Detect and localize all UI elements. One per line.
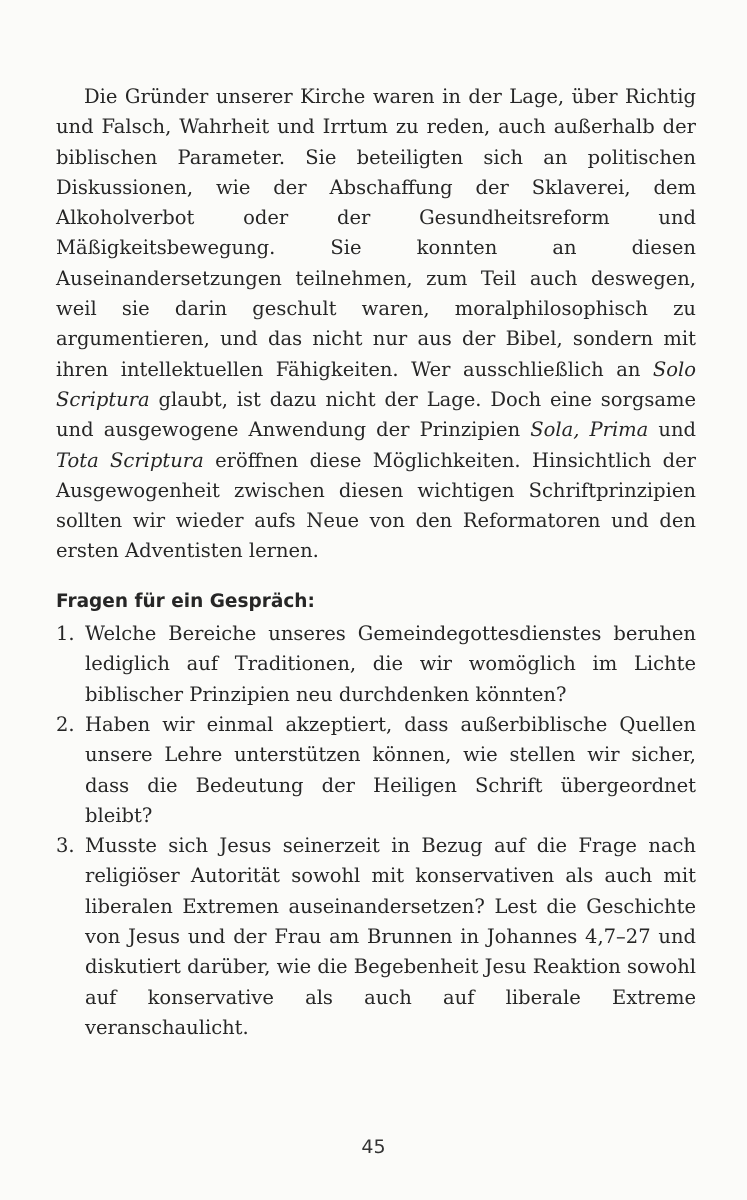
question-item <box>56 710 696 831</box>
body-paragraph <box>56 82 696 567</box>
paragraph-text: und <box>648 418 696 442</box>
question-number: 2. <box>56 712 75 736</box>
question-text: Musste sich Jesus seinerzeit in Bezug auf die Frage nach religiöser Autorität sowohl mit konservativen als auch mit liberalen Extremen auseinandersetzen? Lest die Geschichte von Jesus und der Frau am Brunnen in Johannes 4,7–27 und diskutiert darüber, wie die Begebenheit Jesu Reaktion sowohl auf konservative als auch auf liberale Extreme veranschaulicht. <box>85 834 696 1039</box>
paragraph-text: Die Gründer unserer Kirche waren in der Lage, über Richtig und Falsch, Wahrheit und Irrtum zu reden, auch außerhalb der biblischen Parameter. Sie beteiligten sich an politischen Diskussionen, wie der Abschaffung der Sklaverei, dem Alkoholverbot oder der Gesundheitsreform und Mäßigkeitsbewegung. Sie konnten an diesen Auseinandersetzungen teilnehmen, zum Teil auch deswegen, weil sie darin geschult waren, moralphilosophisch zu argumentieren, und das nicht nur aus der Bibel, sondern mit ihren intellektuellen Fähigkeiten. Wer ausschließlich an <box>56 85 696 381</box>
paragraph-text: eröffnen diese Möglichkeiten. Hinsichtlich der Ausgewogenheit zwischen diesen wichtigen Schriftprinzipien sollten wir wieder aufs Neue von den Reformatoren und den ersten Adventisten lernen. <box>56 448 696 563</box>
italic-term: Solo Scriptura <box>56 357 696 411</box>
question-number: 1. <box>56 622 75 646</box>
paragraph-text: glaubt, ist dazu nicht der Lage. Doch eine sorgsame und ausgewogene Anwendung der Prinzipien <box>56 387 696 442</box>
question-item <box>56 831 696 1043</box>
question-item <box>56 619 696 710</box>
question-number: 3. <box>56 834 75 858</box>
questions-heading: Fragen für ein Gespräch: <box>56 590 315 612</box>
question-text: Haben wir einmal akzeptiert, dass außerbiblische Quellen unsere Lehre unterstützen können, wie stellen wir sicher, dass die Bedeutung der Heiligen Schrift übergeordnet bleibt? <box>85 712 696 827</box>
question-text: Welche Bereiche unseres Gemeindegottesdienstes beruhen lediglich auf Traditionen, die wir womöglich im Lichte biblischer Prinzipien neu durchdenken könnten? <box>85 622 696 706</box>
page-body <box>56 82 696 1043</box>
italic-term: Tota Scriptura <box>56 448 204 472</box>
italic-term: Sola, Prima <box>530 418 649 442</box>
page-number: 45 <box>361 1136 386 1158</box>
questions-list <box>56 619 696 1043</box>
